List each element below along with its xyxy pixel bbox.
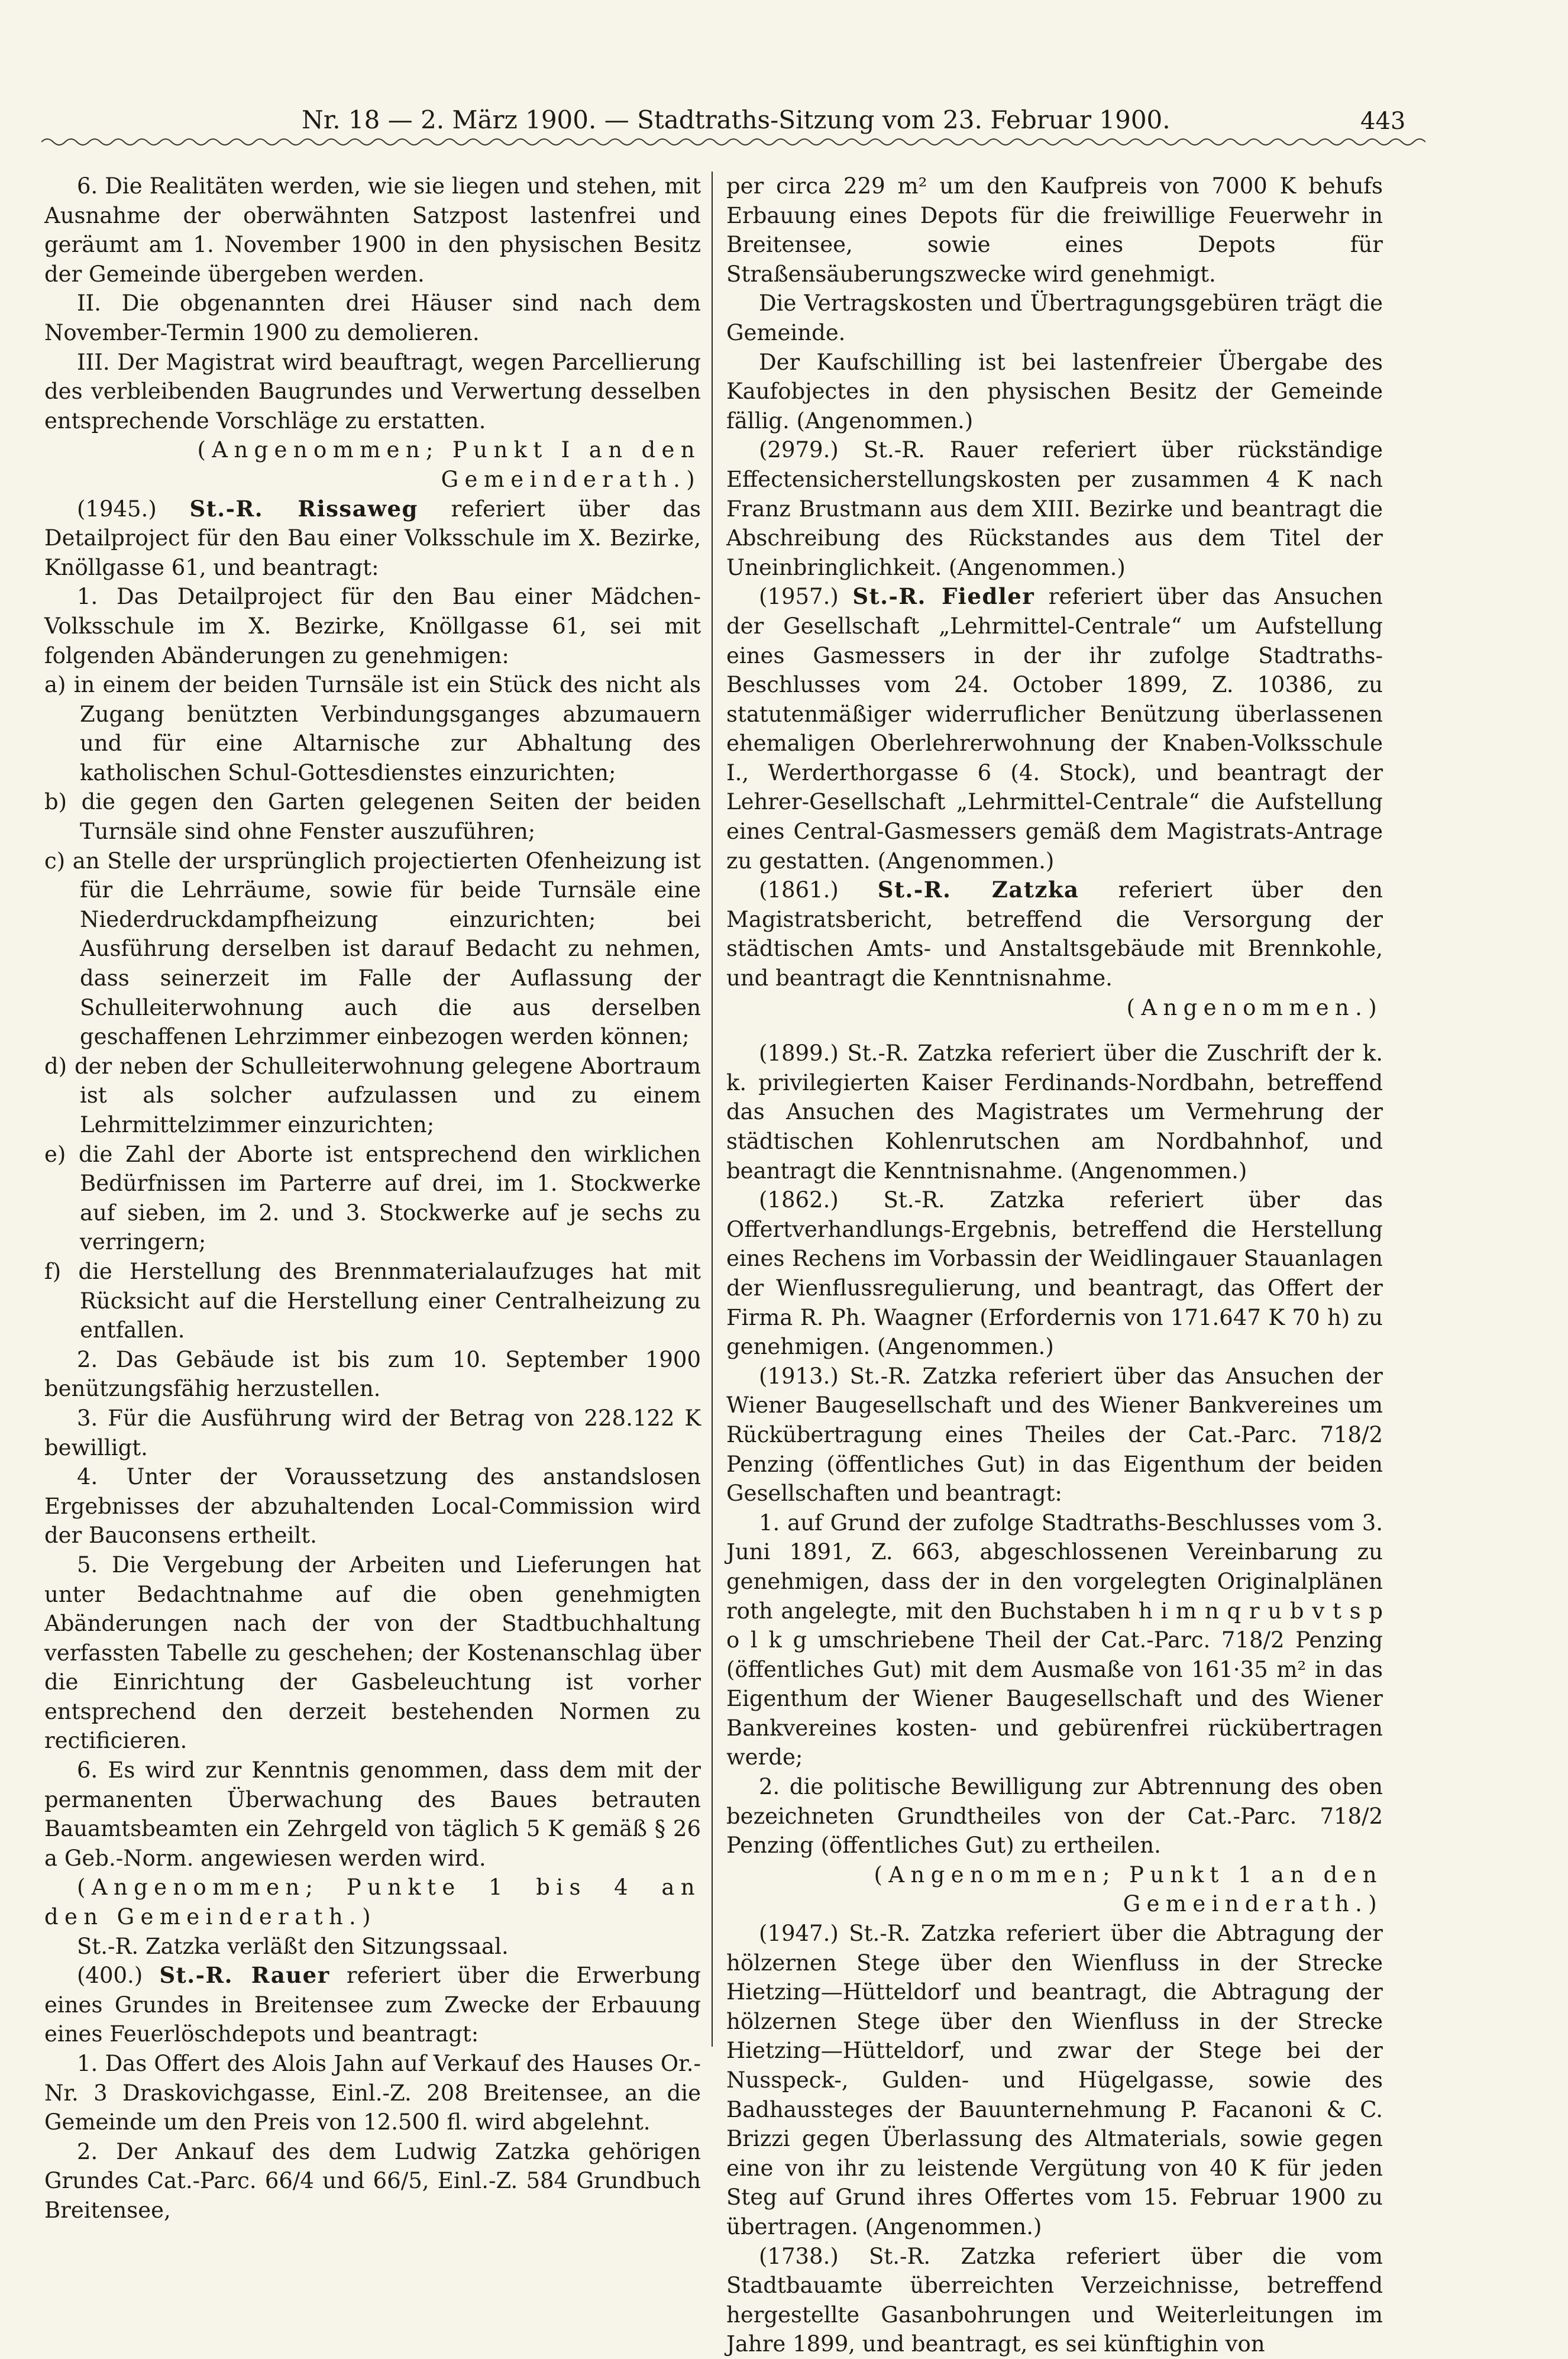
issue-number: Nr. 18 [302, 105, 380, 134]
speaker-name: St.-R. Zatzka [877, 877, 1079, 903]
paragraph: (1738.) St.-R. Zatzka referiert über die vom Stadtbauamte überreichten Verzeichnisse, betreffend hergestellte Gasanbohrungen und Weiterleitungen im Jahre 1899, und beantragt, es sei künftighin von [726, 2243, 1383, 2357]
paragraph: 3. Für die Ausführung wird der Betrag von 228.122 K bewilligt. [44, 1405, 701, 1460]
paragraph: Der Kaufschilling ist bei lastenfreier Übergabe des Kaufobjectes in den physischen Besitz der Gemeinde fällig. (Angenommen.) [726, 349, 1383, 434]
right-column [726, 172, 1383, 2359]
session-title: Stadtraths-Sitzung vom 23. Februar 1900. [637, 105, 1171, 134]
list-item: d) der neben der Schulleiterwohnung gelegene Abortraum ist als solcher aufzulassen und zu einem Lehrmittelzimmer einzurichten; [44, 1053, 701, 1138]
list-item: f) die Herstellung des Brennmaterialaufzuges hat mit Rücksicht auf die Herstellung einer Centralheizung zu entfallen. [44, 1258, 701, 1343]
paragraph: III. Der Magistrat wird beauftragt, wegen Parcellierung des verbleibenden Baugrundes und Verwertung desselben entsprechende Vorschläge zu erstatten. [44, 349, 701, 434]
report-paragraph [726, 582, 1383, 875]
resolution-note: (Angenommen; Punkte 1 bis 4 an den Gemeinderath.) [44, 1875, 701, 1930]
item-number: (1861.) [759, 877, 839, 903]
page-number: 443 [1360, 108, 1406, 135]
list-item: e) die Zahl der Aborte ist entsprechend den wirklichen Bedürfnissen im Parterre auf drei, im 1. Stockwerke auf sieben, im 2. und 3. Stockwerke auf je sechs zu verringern; [44, 1141, 701, 1255]
page-header: Nr. 18 — 2. März 1900. — Stadtraths-Sitzung vom 23. Februar 1900. [302, 105, 1171, 134]
paragraph: 6. Die Realitäten werden, wie sie liegen und stehen, mit Ausnahme der oberwähnten Satzpost lastenfrei und geräumt am 1. November 1900 in den physischen Besitz der Gemeinde übergeben werden. [44, 173, 701, 287]
list-item: b) die gegen den Garten gelegenen Seiten der beiden Turnsäle sind ohne Fenster auszuführen; [44, 789, 701, 845]
paragraph: 5. Die Vergebung der Arbeiten und Lieferungen hat unter Bedachtnahme auf die oben genehmigten Abänderungen nach der von der Stadtbuchhaltung verfassten Tabelle zu geschehen; der Kostenanschlag über die Einrichtung der Gasbeleuchtung ist vorher entsprechend den derzeit bestehenden Normen zu rectificieren. [44, 1552, 701, 1754]
resolution-note: (Angenommen; Punkt I an den Gemeinderath.) [197, 437, 701, 492]
paragraph: St.-R. Zatzka verläßt den Sitzungssaal. [77, 1933, 509, 1959]
paragraph: II. Die obgenannten drei Häuser sind nach dem November-Termin 1900 zu demolieren. [44, 290, 701, 345]
report-paragraph [44, 495, 701, 583]
paragraph: (2979.) St.-R. Rauer referiert über rückständige Effectensicherstellungskosten per zusammen 4 K nach Franz Brustmann aus dem XIII. Bezirke und beantragt die Abschreibung des Rückstandes aus dem Titel der Uneinbringlichkeit. (Angenommen.) [726, 437, 1383, 580]
paragraph: 2. Das Gebäude ist bis zum 10. September 1900 benützungsfähig herzustellen. [44, 1346, 701, 1402]
left-column [44, 172, 701, 2225]
item-number: (400.) [77, 1963, 143, 1989]
paragraph: 4. Unter der Voraussetzung des anstandslosen Ergebnisses der abzuhaltenden Local-Commission wird der Bauconsens ertheilt. [44, 1464, 701, 1549]
paragraph: 2. Der Ankauf des dem Ludwig Zatzka gehörigen Grundes Cat.-Parc. 66/4 und 66/5, Einl.-Z. 584 Grundbuch Breitensee, [44, 2138, 701, 2223]
paragraph: per circa 229 m² um den Kaufpreis von 7000 K behufs Erbauung eines Depots für die freiwillige Feuerwehr in Breitensee, sowie eines Depots für Straßensäuberungszwecke wird genehmigt. [726, 173, 1383, 287]
list-item: a) in einem der beiden Turnsäle ist ein Stück des nicht als Zugang benützten Verbindungsganges abzumauern und für eine Altarnische zur Abhaltung des katholischen Schul-Gottesdienstes einzurichten; [44, 672, 701, 786]
paragraph: 1. auf Grund der zufolge Stadtraths-Beschlusses vom 3. Juni 1891, Z. 663, abgeschlossenen Vereinbarung zu genehmigen, dass der in den vorgelegten Originalplänen roth angelegte, mit den Buchstaben h i m n q r u b v t s p o l k g umschriebene Theil der Cat.-Parc. 718/2 Penzing (öffentliches Gut) mit dem Ausmaße von 161·35 m² in das Eigenthum der Wiener Baugesellschaft und des Wiener Bankvereines kosten- und gebürenfrei rückübertragen werde; [726, 1510, 1383, 1770]
item-number: (1957.) [759, 584, 839, 610]
report-paragraph [44, 1961, 701, 2049]
speaker-name: St.-R. Rauer [159, 1962, 330, 1989]
paragraph: Die Vertragskosten und Übertragungsgebüren trägt die Gemeinde. [726, 290, 1383, 345]
report-text: referiert über das Detailproject für den Bau einer Volksschule im X. Bezirke, Knöllgasse 61, und beantragt: [44, 496, 701, 580]
report-paragraph [726, 875, 1383, 993]
paragraph: 6. Es wird zur Kenntnis genommen, dass dem mit der permanenten Überwachung des Baues betrauten Bauamtsbeamten ein Zehrgeld von täglich 5 K gemäß § 26 a Geb.-Norm. angewiesen werden wird. [44, 1757, 701, 1871]
paragraph: 1. Das Detailproject für den Bau einer Mädchen-Volksschule im X. Bezirke, Knöllgasse 61, sei mit folgenden Abänderungen zu genehmigen: [44, 584, 701, 668]
report-text: referiert über den Magistratsbericht, betreffend die Versorgung der städtischen Amts- und Anstaltsgebäude mit Brennkohle, und beantragt die Kenntnisnahme. [726, 877, 1383, 991]
paragraph: 1. Das Offert des Alois Jahn auf Verkauf des Hauses Or.-Nr. 3 Draskovichgasse, Einl.-Z. 208 Breitensee, an die Gemeinde um den Preis von 12.500 fl. wird abgelehnt. [44, 2051, 701, 2135]
resolution-note: (Angenommen; Punkt 1 an den Gemeinderath.) [874, 1862, 1383, 1917]
paragraph: (1862.) St.-R. Zatzka referiert über das Offertverhandlungs-Ergebnis, betreffend die Herstellung eines Rechens im Vorbassin der Weidlingauer Stauanlagen der Wienflussregulierung, und beantragt, das Offert der Firma R. Ph. Waagner (Erfordernis von 171.647 K 70 h) zu genehmigen. (Angenommen.) [726, 1187, 1383, 1360]
resolution-note: (Angenommen.) [1126, 994, 1383, 1020]
paragraph: (1899.) St.-R. Zatzka referiert über die Zuschrift der k. k. privilegierten Kaiser Ferdinands-Nordbahn, betreffend das Ansuchen des Magistrates um Vermehrung der städtischen Kohlenrutschen am Nordbahnhof, und beantragt die Kenntnisnahme. (Angenommen.) [726, 1040, 1383, 1184]
column-divider [712, 172, 713, 2047]
header-wavy-rule [41, 135, 1425, 149]
paragraph: 2. die politische Bewilligung zur Abtrennung des oben bezeichneten Grundtheiles von der Cat.-Parc. 718/2 Penzing (öffentliches Gut) zu ertheilen. [726, 1774, 1383, 1859]
issue-date: 2. März 1900. [421, 105, 597, 134]
report-text: referiert über die Erwerbung eines Grundes in Breitensee zum Zwecke der Erbauung eines Feuerlöschdepots und beantragt: [44, 1963, 701, 2047]
speaker-name: St.-R. Fiedler [852, 583, 1035, 610]
item-number: (1945.) [77, 496, 157, 522]
paragraph: (1913.) St.-R. Zatzka referiert über das Ansuchen der Wiener Baugesellschaft und des Wiener Bankvereines um Rückübertragung eines Theiles der Cat.-Parc. 718/2 Penzing (öffentliches Gut) in das Eigenthum der beiden Gesellschaften und beantragt: [726, 1363, 1383, 1507]
paragraph: (1947.) St.-R. Zatzka referiert über die Abtragung der hölzernen Stege über den Wienfluss in der Strecke Hietzing—Hütteldorf und beantragt, die Abtragung der hölzernen Stege über den Wienfluss in der Strecke Hietzing—Hütteldorf, und zwar der Stege bei der Nusspeck-, Gulden- und Hügelgasse, sowie des Badhaussteges der Bauunternehmung P. Facanoni & C. Brizzi gegen Überlassung des Altmaterials, sowie gegen eine von ihr zu leistende Vergütung von 40 K für jeden Steg auf Grund ihres Offertes vom 15. Februar 1900 zu übertragen. (Angenommen.) [726, 1921, 1383, 2240]
speaker-name: St.-R. Rissaweg [189, 495, 418, 522]
list-item: c) an Stelle der ursprünglich projectierten Ofenheizung ist für die Lehrräume, sowie für beide Turnsäle eine Niederdruckdampfheizung einzurichten; bei Ausführung derselben ist darauf Bedacht zu nehmen, dass seinerzeit im Falle der Auflassung der Schulleiterwohnung auch die aus derselben geschaffenen Lehrzimmer einbezogen werden können; [44, 848, 701, 1050]
report-text: referiert über das Ansuchen der Gesellschaft „Lehrmittel-Centrale“ um Aufstellung eines Gasmessers in der ihr zufolge Stadtraths-Beschlusses vom 24. October 1899, Z. 10386, zu statutenmäßiger widerruflicher Benützung überlassenen ehemaligen Oberlehrerwohnung der Knaben-Volksschule I., Werderthorgasse 6 (4. Stock), und beantragt der Lehrer-Gesellschaft „Lehrmittel-Centrale“ die Aufstellung eines Central-Gasmessers gemäß dem Magistrats-Antrage zu gestatten. (Angenommen.) [726, 584, 1383, 874]
